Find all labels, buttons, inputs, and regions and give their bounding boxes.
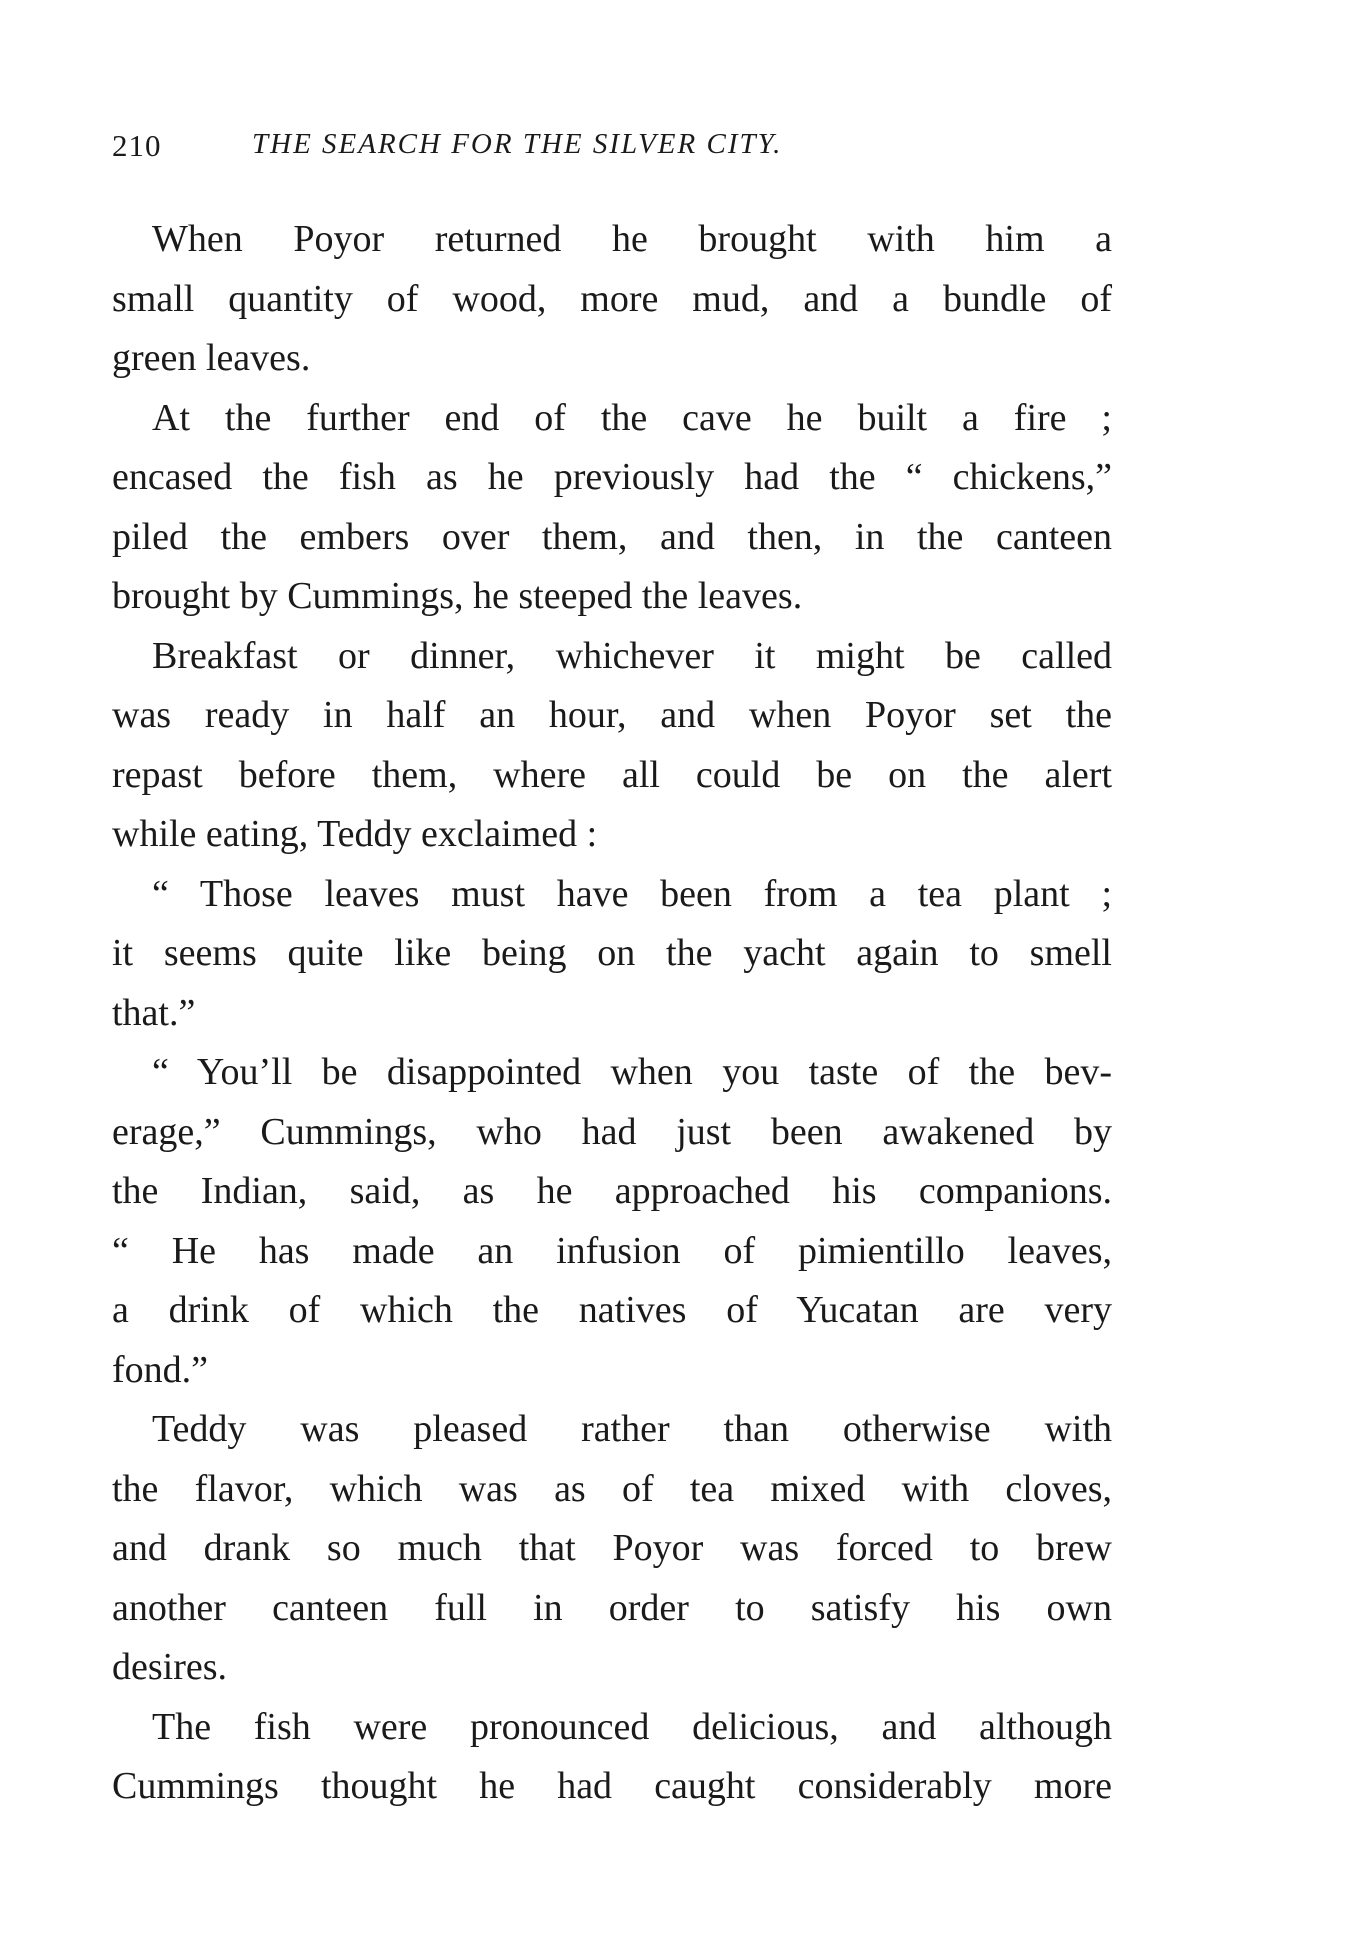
text-line: the flavor, which was as of tea mixed with cloves, [112,1467,1112,1510]
text-line: a drink of which the natives of Yucatan are very [112,1289,1112,1331]
paragraph [112,1698,1112,1817]
paragraph [112,865,1112,1044]
paragraph [112,389,1112,627]
paragraph [112,627,1112,865]
text-line: “ Those leaves must have been from a tea plant ; [152,872,1112,915]
text-line: encased the fish as he previously had the “ chickens,” [112,456,1112,498]
text-line: brought by Cummings, he steeped the leaves. [112,575,803,617]
text-line: The fish were pronounced delicious, and although [152,1705,1112,1748]
text-line: green leaves. [112,337,311,379]
text-line: “ You’ll be disappointed when you taste of the bev- [152,1051,1112,1093]
text-line: At the further end of the cave he built a fire ; [152,396,1112,439]
text-line: another canteen full in order to satisfy his own [112,1586,1112,1629]
page-number: 210 [112,128,162,163]
text-line: and drank so much that Poyor was forced to brew [112,1527,1112,1569]
text-line: it seems quite like being on the yacht again to smell [112,932,1112,974]
text-line: When Poyor returned he brought with him a [152,218,1112,260]
paragraph [112,1400,1112,1698]
paragraph [112,210,1112,389]
text-line: piled the embers over them, and then, in the canteen [112,515,1112,558]
paragraph [112,1043,1112,1400]
text-line: the Indian, said, as he approached his companions. [112,1170,1112,1212]
running-title: THE SEARCH FOR THE SILVER CITY. [252,128,783,160]
text-line: Cummings thought he had caught considerably more [112,1765,1112,1807]
text-line: that.” [112,991,196,1034]
running-head [112,120,1112,180]
text-line: erage,” Cummings, who had just been awakened by [112,1110,1112,1153]
text-line: small quantity of wood, more mud, and a bundle of [112,277,1112,320]
text-line: desires. [112,1646,228,1688]
text-line: was ready in half an hour, and when Poyor set the [112,694,1112,736]
text-line: Teddy was pleased rather than otherwise with [152,1408,1112,1450]
text-line: while eating, Teddy exclaimed : [112,813,598,855]
text-line: fond.” [112,1348,209,1391]
book-page [112,120,1112,1817]
text-line: repast before them, where all could be on the alert [112,753,1112,796]
text-line: “ He has made an infusion of pimientillo leaves, [112,1229,1112,1272]
body-text [112,210,1112,1817]
text-line: Breakfast or dinner, whichever it might be called [152,634,1112,677]
